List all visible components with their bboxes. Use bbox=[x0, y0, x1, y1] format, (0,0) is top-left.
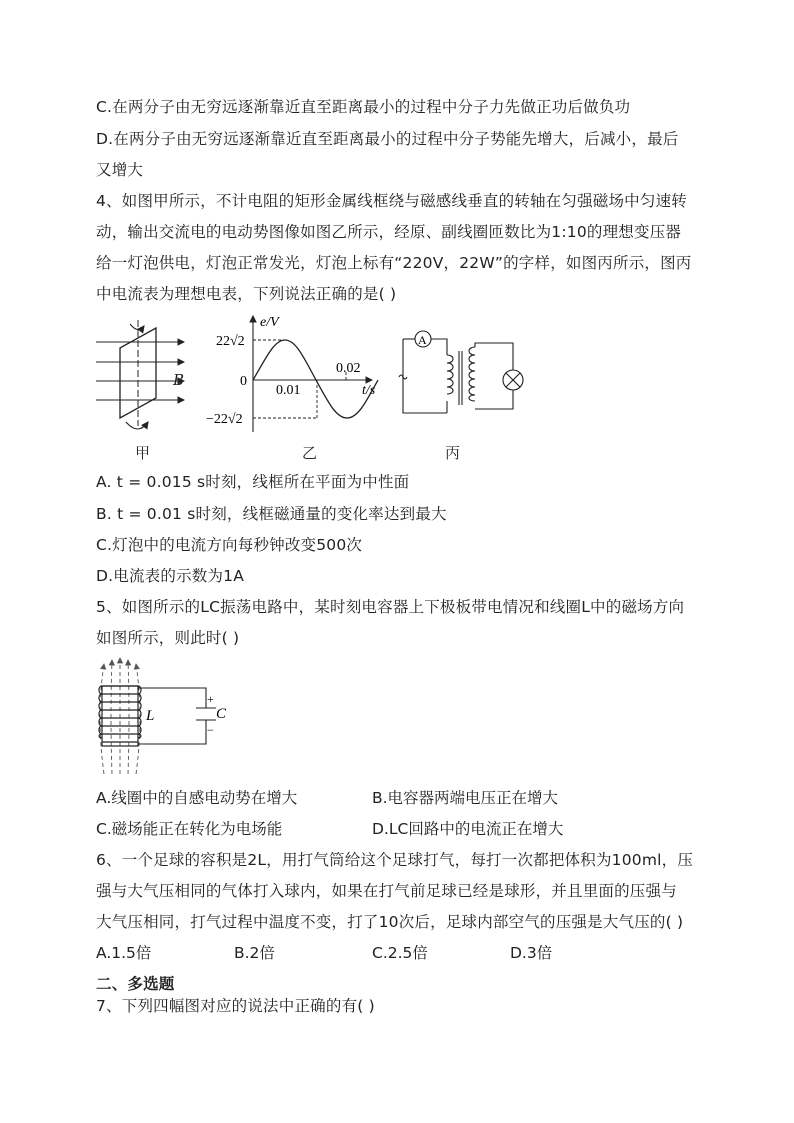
plus-sign: + bbox=[207, 692, 214, 706]
figure-lc-circuit bbox=[90, 656, 240, 778]
q7-stem: 7、下列四幅图对应的说法中正确的有( ) bbox=[96, 997, 375, 1015]
q6-stem-line3: 大气压相同，打气过程中温度不变，打了10次后，足球内部空气的压强是大气压的( ) bbox=[96, 913, 684, 931]
q6-stem-line2: 强与大气压相同的气体打入球内，如果在打气前足球已经是球形，并且里面的压强与 bbox=[96, 882, 677, 900]
q5-option-c: C.磁场能正在转化为电场能 bbox=[96, 820, 283, 838]
figure-yi bbox=[200, 310, 390, 438]
caption-bing: 丙 bbox=[445, 444, 461, 462]
q3-option-d-line1: D.在两分子由无穷远逐渐靠近直至距离最小的过程中分子势能先增大，后减小，最后 bbox=[96, 130, 679, 148]
y-axis-label: e/V bbox=[260, 315, 279, 330]
label-B: B bbox=[173, 371, 185, 389]
label-C: C bbox=[216, 706, 227, 722]
caption-yi: 乙 bbox=[302, 444, 318, 462]
y-min-label: −22√2 bbox=[206, 412, 243, 427]
q4-option-c: C.灯泡中的电流方向每秒钟改变500次 bbox=[96, 536, 363, 554]
q5-option-a: A.线圈中的自感电动势在增大 bbox=[96, 789, 298, 807]
minus-sign: − bbox=[207, 723, 214, 737]
caption-jia: 甲 bbox=[135, 444, 151, 462]
tick-label-001: 0.01 bbox=[276, 383, 301, 398]
q4-stem-line4: 中电流表为理想电表，下列说法正确的是( ) bbox=[96, 285, 397, 303]
figure-bing bbox=[395, 325, 535, 420]
q6-option-d: D.3倍 bbox=[510, 944, 553, 962]
section-title: 二、多选题 bbox=[96, 975, 175, 993]
q4-stem-line2: 动，输出交流电的电动势图像如图乙所示，经原、副线圈匝数比为1:10的理想变压器 bbox=[96, 223, 682, 241]
x-axis-label: t/s bbox=[362, 383, 376, 398]
origin-label: 0 bbox=[240, 374, 247, 389]
q6-option-a: A.1.5倍 bbox=[96, 944, 152, 962]
q5-option-b: B.电容器两端电压正在增大 bbox=[372, 789, 559, 807]
q4-option-d: D.电流表的示数为1A bbox=[96, 567, 245, 585]
q4-option-b: B. t = 0.01 s时刻，线框磁通量的变化率达到最大 bbox=[96, 505, 447, 523]
tick-label-002: 0.02 bbox=[336, 361, 361, 376]
q4-stem-line1: 4、如图甲所示，不计电阻的矩形金属线框绕与磁感线垂直的转轴在匀强磁场中匀速转 bbox=[96, 192, 687, 210]
q5-stem-line1: 5、如图所示的LC振荡电路中，某时刻电容器上下极板带电情况和线圈L中的磁场方向 bbox=[96, 598, 685, 616]
label-L: L bbox=[146, 708, 155, 724]
q6-stem-line1: 6、一个足球的容积是2L，用打气筒给这个足球打气，每打一次都把体积为100ml，压 bbox=[96, 851, 694, 869]
q3-option-c: C.在两分子由无穷远逐渐靠近直至距离最小的过程中分子力先做正功后做负功 bbox=[96, 98, 631, 116]
q3-option-d-line2: 又增大 bbox=[96, 161, 144, 179]
q5-option-d: D.LC回路中的电流正在增大 bbox=[372, 820, 564, 838]
q4-option-a: A. t = 0.015 s时刻，线框所在平面为中性面 bbox=[96, 473, 410, 491]
q6-option-c: C.2.5倍 bbox=[372, 944, 428, 962]
ammeter-label: A bbox=[418, 333, 427, 347]
sine-curve bbox=[253, 340, 378, 418]
q4-stem-line3: 给一灯泡供电，灯泡正常发光，灯泡上标有“220V，22W”的字样，如图丙所示，图丙 bbox=[96, 254, 692, 272]
y-max-label: 22√2 bbox=[216, 334, 245, 349]
q5-stem-line2: 如图所示，则此时( ) bbox=[96, 629, 240, 647]
q6-option-b: B.2倍 bbox=[234, 944, 275, 962]
